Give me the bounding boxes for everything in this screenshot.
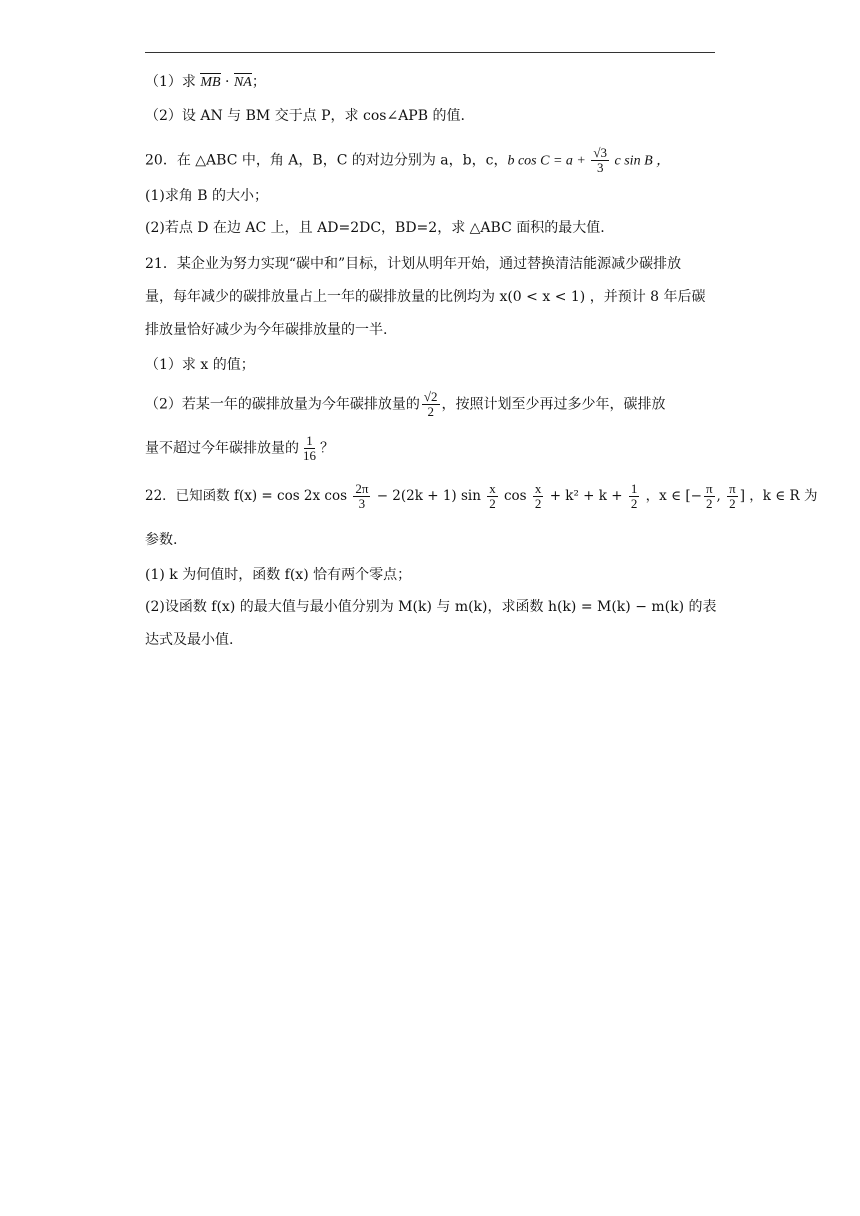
- q22-frac2-num: x: [489, 481, 496, 496]
- vector-na: NA: [233, 75, 252, 90]
- q22-mid2: cos: [499, 488, 531, 504]
- q20-fraction-numerator: √3: [593, 145, 608, 160]
- q22-stem-line1: [145, 482, 817, 511]
- q22-part2-line2: 达式及最小值.: [145, 632, 234, 648]
- q21-fraction2-denominator: 16: [303, 448, 316, 463]
- q19-part2: （2）设 AN 与 BM 交于点 P，求 cos∠APB 的值.: [145, 108, 465, 124]
- q21-part2-line2-suffix: ？: [320, 440, 334, 457]
- q21-stem-line3: 排放量恰好减少为今年碳排放量的一半.: [145, 322, 388, 338]
- q20-part2: (2)若点 D 在边 AC 上，且 AD=2DC，BD=2，求 △ABC 面积的最大值.: [145, 220, 605, 236]
- q22-frac5-den: 2: [705, 496, 713, 511]
- q21-stem-line2: 量，每年减少的碳排放量占上一年的碳排放量的比例均为 x(0 < x < 1) ，并预计 8 年后碳: [145, 289, 706, 305]
- q22-part2-line1: (2)设函数 f(x) 的最大值与最小值分别为 M(k) 与 m(k)，求函数 h(k) = M(k) − m(k) 的表: [145, 599, 717, 615]
- q22-mid1: − 2(2k + 1) sin: [372, 488, 486, 504]
- q21-part2-line1: [145, 390, 666, 419]
- q22-frac-x-2b: [533, 482, 544, 511]
- q22-frac1-den: 3: [358, 496, 366, 511]
- q21-fraction2-numerator: 1: [306, 433, 313, 448]
- q22-frac-pi-2b: [727, 482, 738, 511]
- q22-frac6-num: π: [729, 481, 736, 496]
- q22-frac2-den: 2: [489, 496, 496, 511]
- q21-part2-line2: [145, 434, 334, 463]
- q19-part1-suffix: ；: [251, 74, 266, 90]
- q21-part1: （1）求 x 的值；: [145, 357, 255, 373]
- q22-frac-2pi-3: [353, 482, 370, 511]
- q22-frac1-num: 2π: [355, 481, 369, 496]
- q20-part1: (1)求角 B 的大小；: [145, 188, 269, 204]
- q22-stem-suffix: ] ，k ∈ R 为: [739, 488, 818, 504]
- q22-mid5: ,: [716, 488, 726, 504]
- q22-stem-prefix: 22．已知函数 f(x) = cos 2x cos: [145, 488, 352, 504]
- q21-fraction-numerator: √2: [423, 389, 438, 404]
- q22-frac-x-2a: [487, 482, 498, 511]
- q22-mid3: + k² + k +: [545, 488, 627, 504]
- q21-fraction-denominator: 2: [427, 404, 434, 419]
- q22-frac4-den: 2: [630, 496, 638, 511]
- q21-part2-line2-prefix: 量不超过今年碳排放量的: [145, 440, 299, 457]
- q22-frac5-num: π: [705, 481, 713, 496]
- q21-one-sixteenth-fraction: [301, 434, 318, 463]
- q19-part1-prefix: （1）求: [145, 74, 201, 90]
- q22-frac-1-2: [629, 482, 640, 511]
- header-rule: [145, 52, 715, 53]
- q19-part1: [145, 72, 266, 92]
- q22-frac3-den: 2: [534, 496, 542, 511]
- q22-mid4: ，x ∈ [−: [641, 488, 702, 504]
- q22-frac6-den: 2: [729, 496, 736, 511]
- dot-operator: ·: [220, 74, 234, 90]
- q20-formula-left: b cos C = a +: [507, 153, 590, 169]
- q22-frac-pi-2a: [704, 482, 715, 511]
- q21-part2-suffix: ，按照计划至少再过多少年，碳排放: [441, 396, 666, 413]
- vector-mb: MB: [200, 75, 221, 90]
- q22-frac3-num: x: [534, 481, 542, 496]
- q20-formula-right: c sin B ，: [611, 153, 671, 169]
- q20-fraction-denominator: 3: [596, 160, 604, 175]
- q20-fraction: [591, 146, 609, 175]
- q20-stem-text: 20．在 △ABC 中，角 A，B，C 的对边分别为 a，b，c，: [145, 152, 508, 169]
- q22-frac4-num: 1: [630, 481, 638, 496]
- q21-sqrt2-fraction: [422, 390, 440, 419]
- q21-stem-line1: 21．某企业为努力实现“碳中和”目标，计划从明年开始，通过替换清洁能源减少碳排放: [145, 256, 682, 272]
- q20-stem: [145, 146, 670, 175]
- q22-stem-line2: 参数.: [145, 532, 178, 548]
- q21-part2-prefix: （2）若某一年的碳排放量为今年碳排放量的: [145, 396, 420, 413]
- q22-part1: (1) k 为何值时，函数 f(x) 恰有两个零点；: [145, 567, 412, 583]
